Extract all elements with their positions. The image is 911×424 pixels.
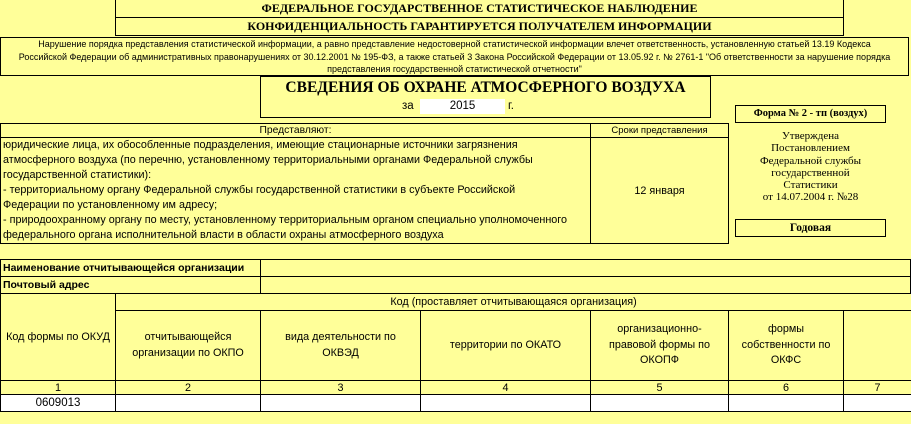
- okato-code-header: [421, 311, 591, 381]
- respondents-line: государственной статистики):: [3, 169, 152, 181]
- okved-code-header-line: ОКВЭД: [322, 346, 359, 359]
- respondents-header: Представляют:: [259, 125, 332, 136]
- okpo-code-header-line: организации по ОКПО: [132, 346, 244, 359]
- approval-note-line: от 14.07.2004 г. №28: [762, 191, 859, 204]
- column-number: 7: [844, 381, 911, 395]
- extra-code-cell[interactable]: [844, 395, 911, 412]
- okopf-code-cell[interactable]: [591, 395, 729, 412]
- okud-code-header: Код формы по ОКУД: [1, 294, 116, 381]
- organization-name-row: [1, 260, 910, 277]
- empty-code-header: [844, 311, 911, 381]
- submission-deadline: 12 января: [634, 184, 685, 197]
- deadline-header: Сроки представления: [611, 125, 708, 136]
- approval-note: [735, 130, 886, 204]
- okved-code-header-line: вида деятельности по: [285, 331, 396, 343]
- year-suffix: г.: [508, 100, 514, 112]
- okopf-code-header-line: организационно-: [617, 323, 702, 336]
- okfs-code-header: [729, 311, 844, 381]
- column-number: 4: [421, 381, 591, 395]
- okved-code-cell[interactable]: [261, 395, 421, 412]
- codes-group-header: Код (проставляет отчитывающаяся организация): [116, 294, 911, 311]
- respondents-description: [3, 138, 589, 243]
- codes-header-row: [1, 311, 911, 381]
- respondents-line: Федерации по установленному им адресу;: [3, 199, 218, 211]
- okud-code-cell[interactable]: 0609013: [1, 395, 116, 412]
- okfs-code-cell[interactable]: [729, 395, 844, 412]
- respondents-line: - территориальному органу Федеральной службы государственной статистики в субъекте Российской: [3, 184, 516, 196]
- okopf-code-header-line: правовой формы по: [608, 338, 711, 351]
- liability-notice-line: представления государственной статистической отчетности": [327, 64, 582, 74]
- codes-table: [0, 293, 911, 412]
- okopf-code-header: [591, 311, 729, 381]
- form-number-box: Форма № 2 - тп (воздух): [735, 105, 886, 123]
- respondents-line: атмосферного воздуха (по перечню, установленному территориальными органами Федеральной службы: [3, 154, 533, 166]
- postal-address-row: [1, 277, 910, 293]
- okfs-code-header-line: ОКФС: [770, 354, 802, 367]
- column-number: 5: [591, 381, 729, 395]
- column-number: 3: [261, 381, 421, 395]
- organization-name-label: Наименование отчитывающейся организации: [3, 262, 245, 274]
- okato-code-header-line: территории по ОКАТО: [449, 338, 562, 351]
- okved-code-header: [261, 311, 421, 381]
- okfs-code-header-line: формы: [767, 323, 805, 336]
- approval-note-line: Постановлением: [771, 142, 850, 155]
- periodicity-box: Годовая: [735, 219, 886, 237]
- submission-table: [0, 123, 729, 244]
- okpo-code-header: [116, 311, 261, 381]
- respondents-line: - природоохранному органу по месту, установленному территориальным органом специально уполномоченного: [3, 214, 567, 226]
- organization-name-cell[interactable]: [261, 260, 910, 276]
- approval-note-line: Утверждена: [782, 130, 839, 142]
- okpo-code-cell[interactable]: [116, 395, 261, 412]
- postal-address-label: Почтовый адрес: [3, 279, 90, 291]
- approval-note-line: государственной: [771, 166, 850, 179]
- approval-note-line: Статистики: [783, 179, 838, 192]
- okopf-code-header-line: ОКОПФ: [640, 354, 679, 367]
- year-prefix: за: [402, 100, 414, 112]
- codes-group-row: [1, 294, 911, 311]
- respondents-line: федерального органа исполнительной власти в области охраны атмосферного воздуха: [3, 229, 444, 241]
- column-number-row: [1, 381, 911, 395]
- report-year-cell[interactable]: 2015: [420, 99, 505, 114]
- header-banner: [115, 0, 844, 36]
- column-divider: [260, 260, 261, 293]
- confidentiality-heading: КОНФИДЕНЦИАЛЬНОСТЬ ГАРАНТИРУЕТСЯ ПОЛУЧАТЕЛЕМ ИНФОРМАЦИИ: [247, 19, 712, 33]
- postal-address-cell[interactable]: [261, 277, 910, 293]
- okfs-code-header-line: собственности по: [741, 338, 831, 351]
- okpo-code-header-line: отчитывающейся: [144, 331, 232, 343]
- column-number: 2: [116, 381, 261, 395]
- report-title: СВЕДЕНИЯ ОБ ОХРАНЕ АТМОСФЕРНОГО ВОЗДУХА: [285, 79, 686, 96]
- liability-notice-line: Российской Федерации об административных правонарушениях от 30.12.2001 № 195-ФЗ, а также статьей 3 Закона Российской Федерации от 13.05.92 г. № 2761-1 "Об ответственности за нарушение порядка: [18, 51, 891, 62]
- respondents-line: юридические лица, их обособленные подразделения, имеющие стационарные источники загрязнения: [3, 139, 518, 151]
- okato-code-cell[interactable]: [421, 395, 591, 412]
- survey-type-heading: ФЕДЕРАЛЬНОЕ ГОСУДАРСТВЕННОЕ СТАТИСТИЧЕСКОЕ НАБЛЮДЕНИЕ: [116, 0, 843, 18]
- column-number: 1: [1, 381, 116, 395]
- column-number: 6: [729, 381, 844, 395]
- approval-note-line: Федеральной службы: [759, 154, 862, 167]
- liability-notice-line: Нарушение порядка представления статистической информации, а равно представление недостоверной статистической информации влечет ответственность, установленную статьей 13.19 Кодекса: [38, 39, 871, 49]
- codes-value-row: [1, 395, 911, 412]
- liability-notice: [0, 37, 909, 76]
- organization-table: [0, 259, 911, 294]
